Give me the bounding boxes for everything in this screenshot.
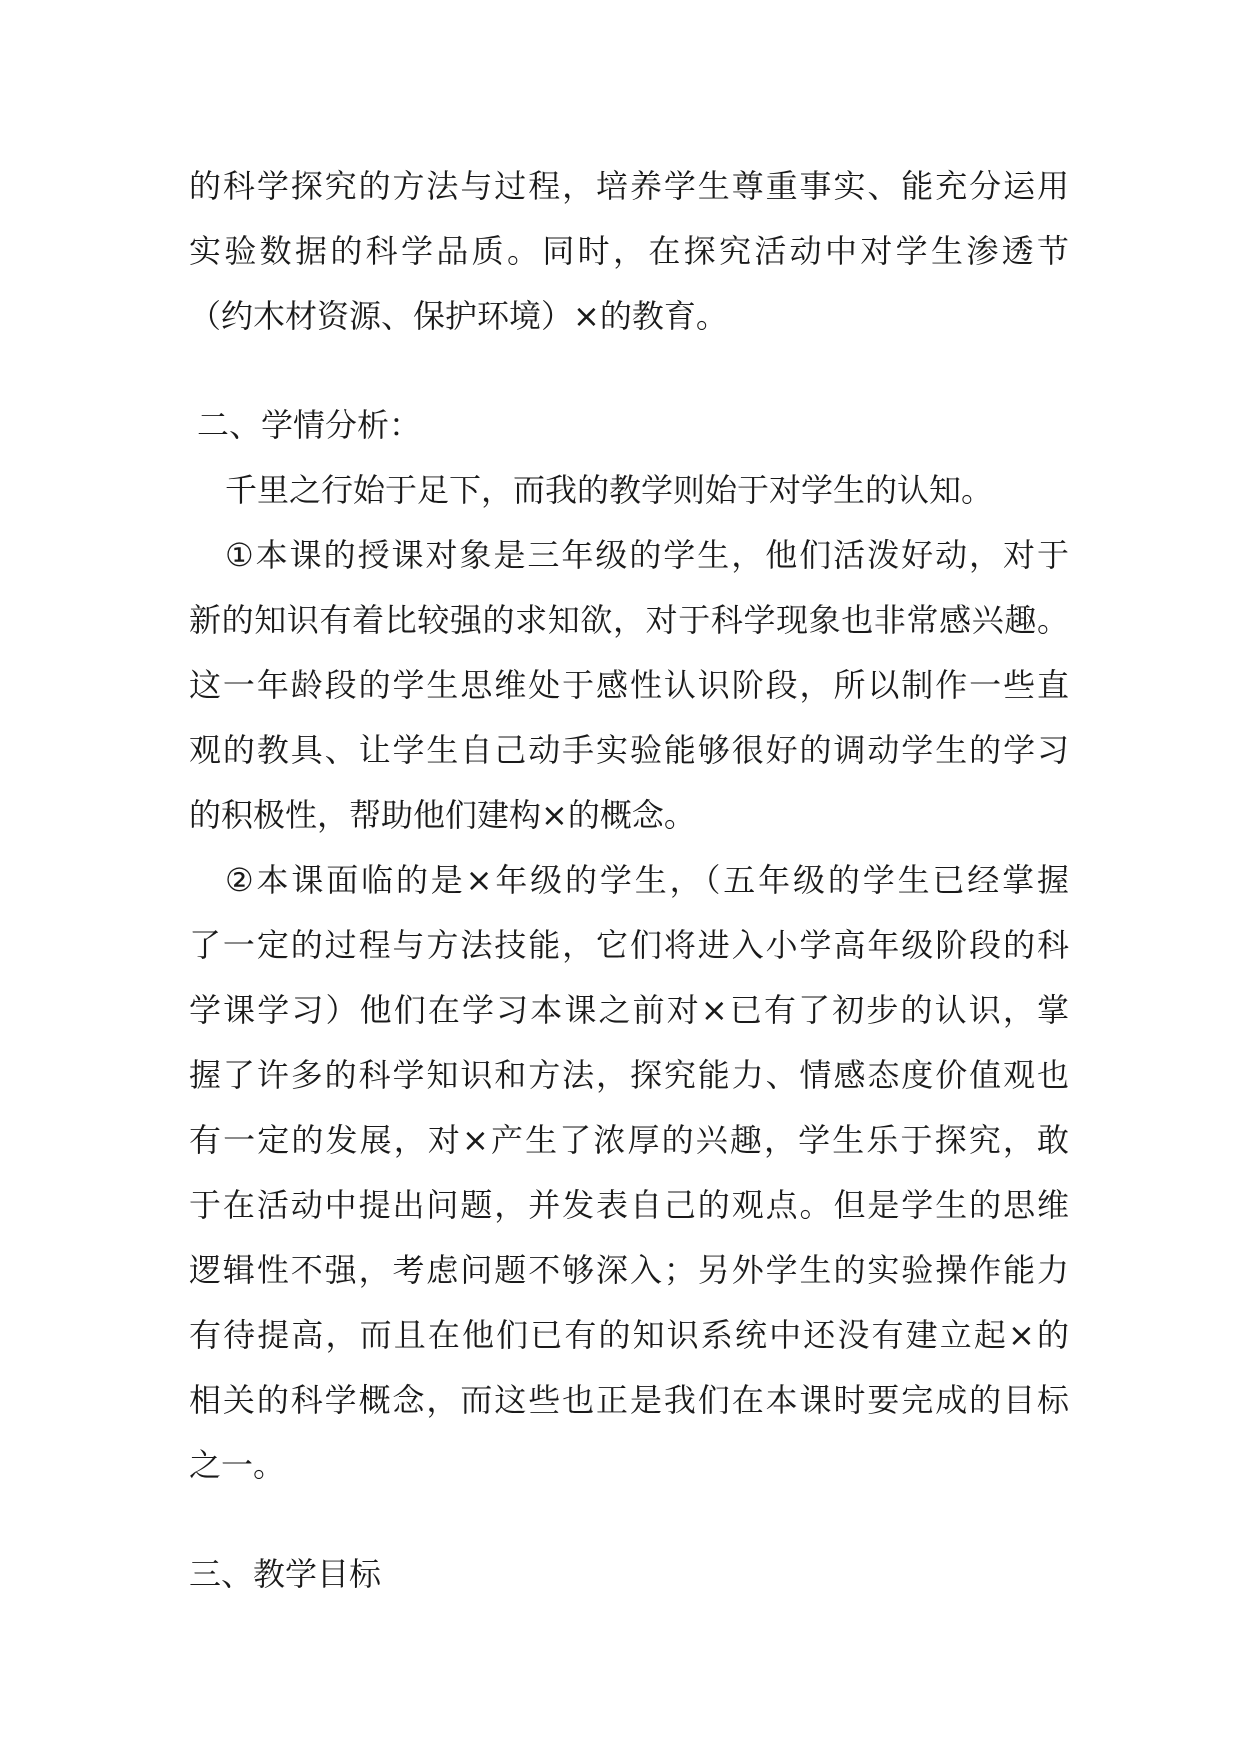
paragraph-line: 观的教具、让学生自己动手实验能够很好的调动学生的学习 [189,731,1069,769]
paragraph-line: ①本课的授课对象是三年级的学生，他们活泼好动，对于 [225,536,1069,574]
paragraph-line: 学课学习）他们在学习本课之前对×已有了初步的认识，掌 [189,991,1069,1029]
paragraph-line: 之一。 [189,1446,286,1484]
paragraph-line: 相关的科学概念，而这些也正是我们在本课时要完成的目标 [189,1381,1069,1419]
paragraph-line: 逻辑性不强，考虑问题不够深入；另外学生的实验操作能力 [189,1251,1069,1289]
paragraph-line: 的科学探究的方法与过程，培养学生尊重事实、能充分运用 [189,167,1069,205]
paragraph-line: 新的知识有着比较强的求知欲，对于科学现象也非常感兴趣。 [189,601,1069,639]
paragraph-line: 实验数据的科学品质。同时，在探究活动中对学生渗透节 [189,232,1069,270]
paragraph-line: 有待提高，而且在他们已有的知识系统中还没有建立起×的 [189,1316,1069,1354]
paragraph-line: ②本课面临的是×年级的学生，（五年级的学生已经掌握 [225,861,1069,899]
paragraph-line: 握了许多的科学知识和方法，探究能力、情感态度价值观也 [189,1056,1069,1094]
paragraph-line: 有一定的发展，对×产生了浓厚的兴趣，学生乐于探究，敢 [189,1121,1069,1159]
paragraph-line: 于在活动中提出问题，并发表自己的观点。但是学生的思维 [189,1186,1069,1224]
paragraph-line: 这一年龄段的学生思维处于感性认识阶段，所以制作一些直 [189,666,1069,704]
paragraph-line: 了一定的过程与方法技能，它们将进入小学高年级阶段的科 [189,926,1069,964]
section-heading: 二、学情分析： [197,406,422,444]
paragraph-line: （约木材资源、保护环境）×的教育。 [189,297,728,335]
paragraph-line: 的积极性，帮助他们建构×的概念。 [189,796,696,834]
intro-line: 千里之行始于足下，而我的教学则始于对学生的认知。 [225,471,994,509]
section-heading: 三、教学目标 [189,1555,382,1593]
